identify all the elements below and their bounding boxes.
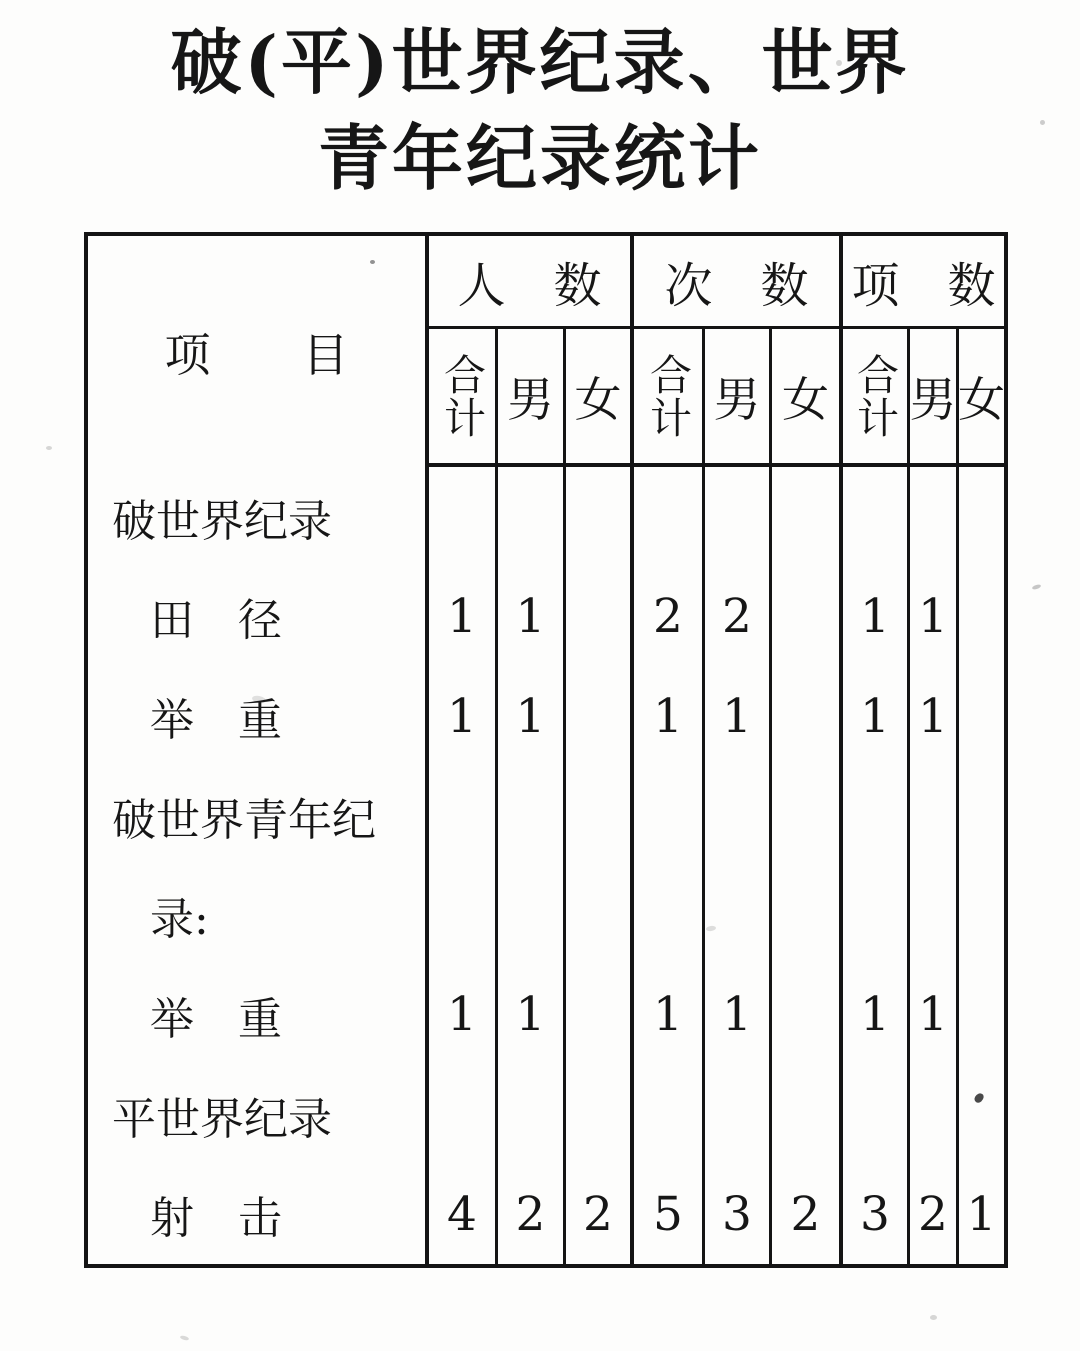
table-cell: 1	[705, 666, 772, 766]
table-cell: 1	[910, 567, 959, 667]
table-cell	[429, 1065, 498, 1165]
table-cell: 1	[634, 666, 705, 766]
table-cell	[566, 965, 634, 1065]
scan-speck	[370, 260, 375, 264]
title-line-1: 破(平)世界纪录、世界	[170, 20, 910, 104]
row-label-tied-world-record: 平世界纪录	[88, 1065, 429, 1165]
table-cell: 1	[910, 666, 959, 766]
table-cell	[959, 965, 1004, 1065]
table-cell: 1	[429, 567, 498, 667]
table-cell	[498, 467, 566, 567]
group-header-people-count: 人 数	[429, 236, 634, 329]
table-cell: 2	[910, 1164, 959, 1264]
table-cell: 1	[705, 965, 772, 1065]
table-cell: 1	[498, 965, 566, 1065]
subheader-people-male: 男	[498, 329, 566, 467]
table-cell: 2	[566, 1164, 634, 1264]
table-cell	[843, 1065, 910, 1165]
subheader-times-total-label: 合计	[644, 353, 693, 439]
table-cell	[634, 866, 705, 966]
table-cell: 2	[634, 567, 705, 667]
table-cell: 3	[843, 1164, 910, 1264]
scan-speck	[836, 60, 842, 66]
subheader-people-total	[429, 329, 498, 467]
table-cell	[959, 467, 1004, 567]
page-title	[0, 14, 1080, 206]
table-cell: 3	[705, 1164, 772, 1264]
scan-speck	[1040, 120, 1045, 125]
table-cell: 5	[634, 1164, 705, 1264]
table-cell: 2	[498, 1164, 566, 1264]
subheader-events-female: 女	[959, 329, 1004, 467]
scan-speck	[930, 1315, 937, 1320]
table-cell	[772, 866, 843, 966]
table-cell: 1	[843, 666, 910, 766]
records-statistics-table	[84, 232, 1008, 1268]
subheader-times-female: 女	[772, 329, 843, 467]
row-label-broke-world-junior-record-line2: 录:	[88, 866, 429, 966]
table-cell	[566, 567, 634, 667]
table-cell	[910, 467, 959, 567]
table-cell	[566, 766, 634, 866]
subheader-times-male: 男	[705, 329, 772, 467]
subheader-people-female: 女	[566, 329, 634, 467]
table-cell: 1	[498, 666, 566, 766]
row-label-weightlifting: 举 重	[88, 666, 429, 766]
table-cell	[634, 766, 705, 866]
table-cell	[959, 1065, 1004, 1165]
table-cell	[498, 866, 566, 966]
table-cell	[843, 866, 910, 966]
group-header-events-count: 项 数	[843, 236, 1004, 329]
table-cell	[772, 965, 843, 1065]
title-line-2: 青年纪录统计	[317, 116, 762, 200]
table-cell	[910, 1065, 959, 1165]
table-cell	[772, 766, 843, 866]
table-cell	[910, 866, 959, 966]
table-cell	[429, 766, 498, 866]
table-cell	[498, 766, 566, 866]
table-cell: 1	[429, 965, 498, 1065]
table-cell	[772, 567, 843, 667]
table-cell	[843, 467, 910, 567]
scan-speck	[180, 1335, 190, 1341]
table-cell	[634, 467, 705, 567]
table-cell	[566, 1065, 634, 1165]
row-label-weightlifting-junior: 举 重	[88, 965, 429, 1065]
table-cell	[498, 1065, 566, 1165]
table-cell: 2	[705, 567, 772, 667]
group-header-times-count: 次 数	[634, 236, 843, 329]
table-cell: 1	[843, 567, 910, 667]
table-cell: 1	[634, 965, 705, 1065]
table-cell: 1	[910, 965, 959, 1065]
subheader-times-total	[634, 329, 705, 467]
column-header-item: 项 目	[88, 236, 429, 467]
table-cell	[429, 467, 498, 567]
table-cell	[634, 1065, 705, 1165]
table-cell: 1	[843, 965, 910, 1065]
table-cell	[959, 567, 1004, 667]
table-cell	[566, 666, 634, 766]
scan-speck	[46, 446, 52, 450]
row-label-shooting: 射 击	[88, 1164, 429, 1264]
table-cell	[959, 666, 1004, 766]
subheader-events-total-label: 合计	[851, 353, 900, 439]
table-cell	[959, 866, 1004, 966]
table-cell	[429, 866, 498, 966]
table-cell: 4	[429, 1164, 498, 1264]
table-cell	[772, 467, 843, 567]
table-cell: 1	[429, 666, 498, 766]
table-cell: 2	[772, 1164, 843, 1264]
table-cell	[843, 766, 910, 866]
table-cell	[705, 866, 772, 966]
subheader-events-total	[843, 329, 910, 467]
subheader-people-total-label: 合计	[438, 353, 487, 439]
scan-speck	[1032, 584, 1042, 591]
table-cell	[705, 467, 772, 567]
table-cell	[566, 467, 634, 567]
table-cell: 1	[498, 567, 566, 667]
table-cell	[705, 766, 772, 866]
table-cell	[705, 1065, 772, 1165]
table-cell	[772, 666, 843, 766]
row-label-broke-world-junior-record-line1: 破世界青年纪	[88, 766, 429, 866]
table-cell	[959, 766, 1004, 866]
table-cell	[910, 766, 959, 866]
table-cell	[566, 866, 634, 966]
row-label-track-and-field: 田 径	[88, 567, 429, 667]
row-label-broke-world-record: 破世界纪录	[88, 467, 429, 567]
table-cell	[772, 1065, 843, 1165]
subheader-events-male: 男	[910, 329, 959, 467]
table-cell: 1	[966, 1186, 997, 1242]
